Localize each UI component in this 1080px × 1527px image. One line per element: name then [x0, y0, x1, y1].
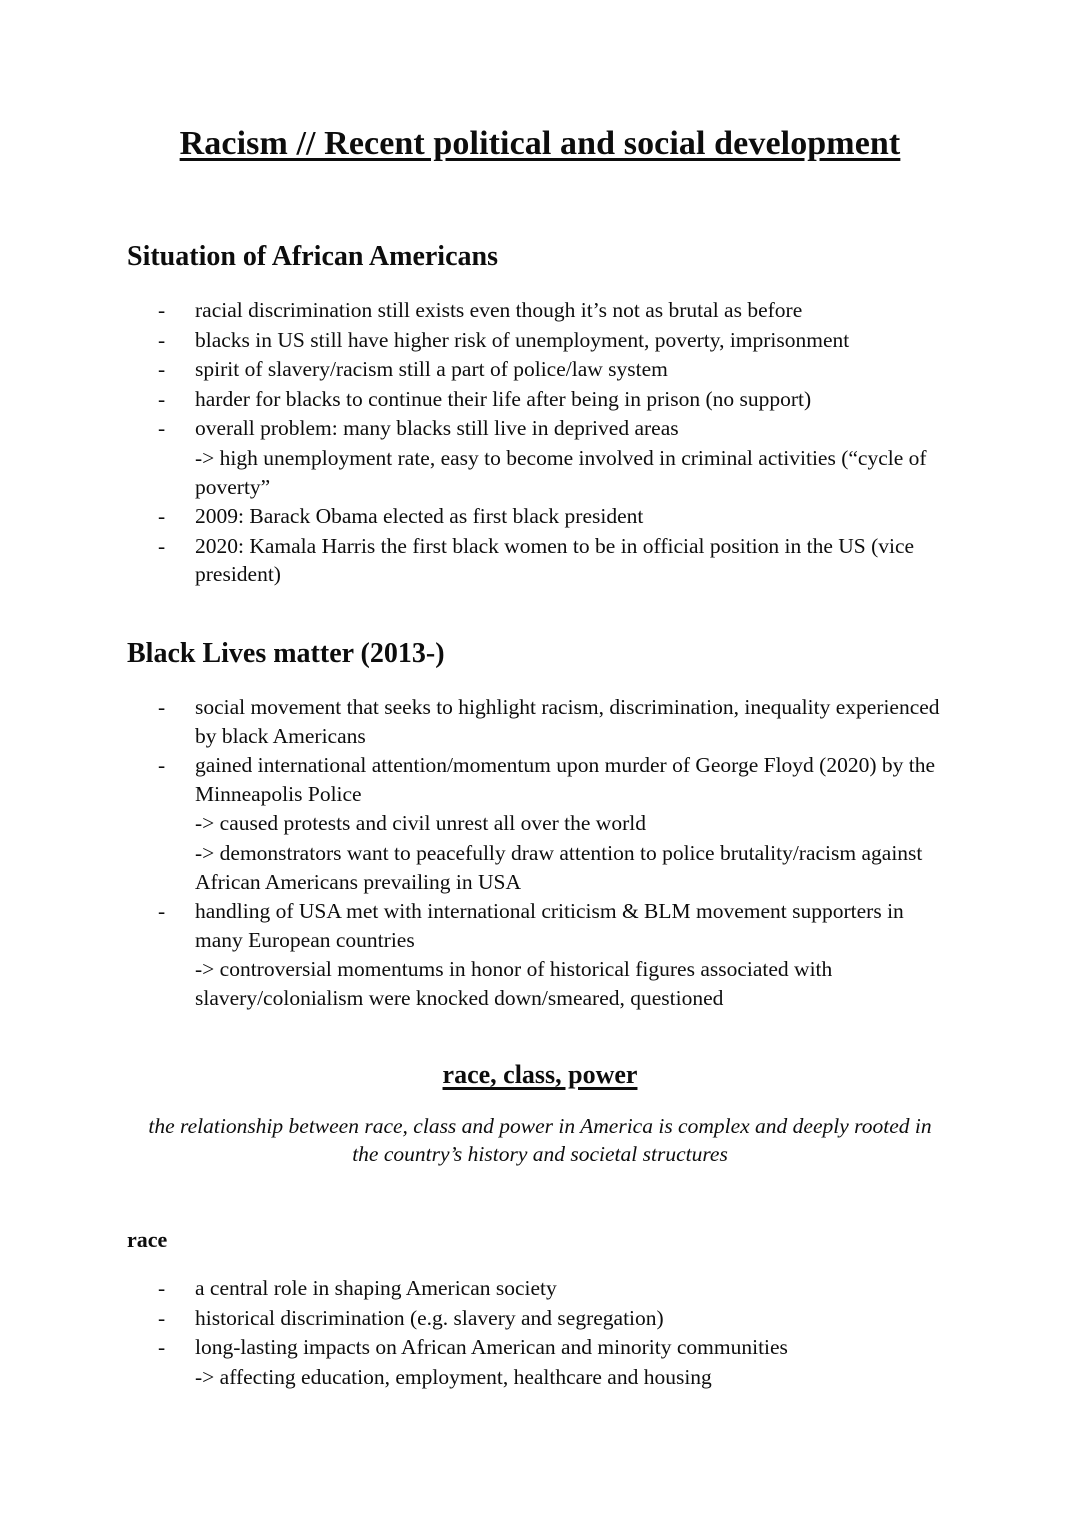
list-item-text: harder for blacks to continue their life after being in prison (no support) [195, 386, 812, 411]
list-item-text: historical discrimination (e.g. slavery and segregation) [195, 1305, 664, 1330]
list-item [158, 532, 948, 589]
list-item-sub: -> affecting education, employment, healthcare and housing [195, 1364, 712, 1389]
list-item-text: racial discrimination still exists even though it’s not as brutal as before [195, 298, 803, 322]
bullet-marker: - [158, 504, 166, 529]
list-item-text: handling of USA met with international criticism & BLM movement supporters in many European countries [195, 899, 904, 952]
list-item [158, 414, 948, 443]
list-item-sub: -> caused protests and civil unrest all over the world [195, 811, 646, 836]
list-item-text: social movement that seeks to highlight racism, discrimination, inequality experienced by black Americans [195, 695, 940, 748]
bullet-marker: - [158, 1335, 166, 1360]
list-item-text: overall problem: many blacks still live in deprived areas [195, 416, 679, 441]
bullet-marker: - [158, 298, 166, 322]
bullet-list-situation [158, 296, 948, 590]
section-heading-situation: Situation of African Americans [127, 241, 498, 272]
bullet-marker: - [158, 327, 166, 352]
page-title [127, 124, 953, 163]
section-heading-race-class-power-text: race, class, power [442, 1060, 638, 1089]
list-item-text: blacks in US still have higher risk of unemployment, poverty, imprisonment [195, 327, 850, 352]
section-heading-black-lives-matter: Black Lives matter (2013-) [127, 638, 445, 669]
list-item-text: long-lasting impacts on African American and minority communities [195, 1335, 788, 1360]
list-item [158, 897, 948, 954]
bullet-marker: - [158, 1276, 166, 1300]
list-item-sub: -> controversial momentums in honor of historical figures associated with slavery/colonialism were knocked down/smeared, questioned [195, 957, 833, 1010]
list-item [158, 1304, 948, 1333]
list-item-text: gained international attention/momentum upon murder of George Floyd (2020) by the Minneapolis Police [195, 753, 935, 806]
list-item [158, 296, 948, 325]
bullet-marker: - [158, 357, 166, 382]
list-item-text: spirit of slavery/racism still a part of police/law system [195, 357, 668, 382]
list-item [158, 385, 948, 414]
bullet-marker: - [158, 695, 166, 719]
bullet-list-race [158, 1274, 948, 1392]
list-item-sub: -> demonstrators want to peacefully draw attention to police brutality/racism against African Americans prevailing in USA [195, 840, 923, 894]
bullet-marker: - [158, 533, 166, 558]
bullet-marker: - [158, 899, 166, 924]
list-item [158, 693, 948, 750]
list-item [158, 1274, 948, 1303]
page-title-text: Racism // Recent political and social development [179, 125, 901, 162]
list-item [158, 1333, 948, 1362]
list-item [158, 326, 948, 355]
bullet-list-black-lives-matter [158, 693, 948, 1014]
race-class-power-subtitle: the relationship between race, class and power in America is complex and deeply rooted in the country’s history and societal structures [148, 1114, 932, 1167]
list-item-text: a central role in shaping American society [195, 1276, 557, 1300]
list-item-text: 2020: Kamala Harris the first black women to be in official position in the US (vice president) [195, 533, 915, 587]
list-item [158, 355, 948, 384]
list-item [158, 502, 948, 531]
bullet-marker: - [158, 1305, 166, 1330]
list-item-text: 2009: Barack Obama elected as first black president [195, 504, 644, 529]
bullet-marker: - [158, 386, 166, 411]
bullet-marker: - [158, 416, 166, 441]
section-heading-race: race [127, 1227, 168, 1252]
section-heading-race-class-power [127, 1060, 953, 1090]
list-item [158, 751, 948, 808]
bullet-marker: - [158, 753, 166, 778]
list-item-sub: -> high unemployment rate, easy to become involved in criminal activities (“cycle of poverty” [195, 445, 927, 499]
